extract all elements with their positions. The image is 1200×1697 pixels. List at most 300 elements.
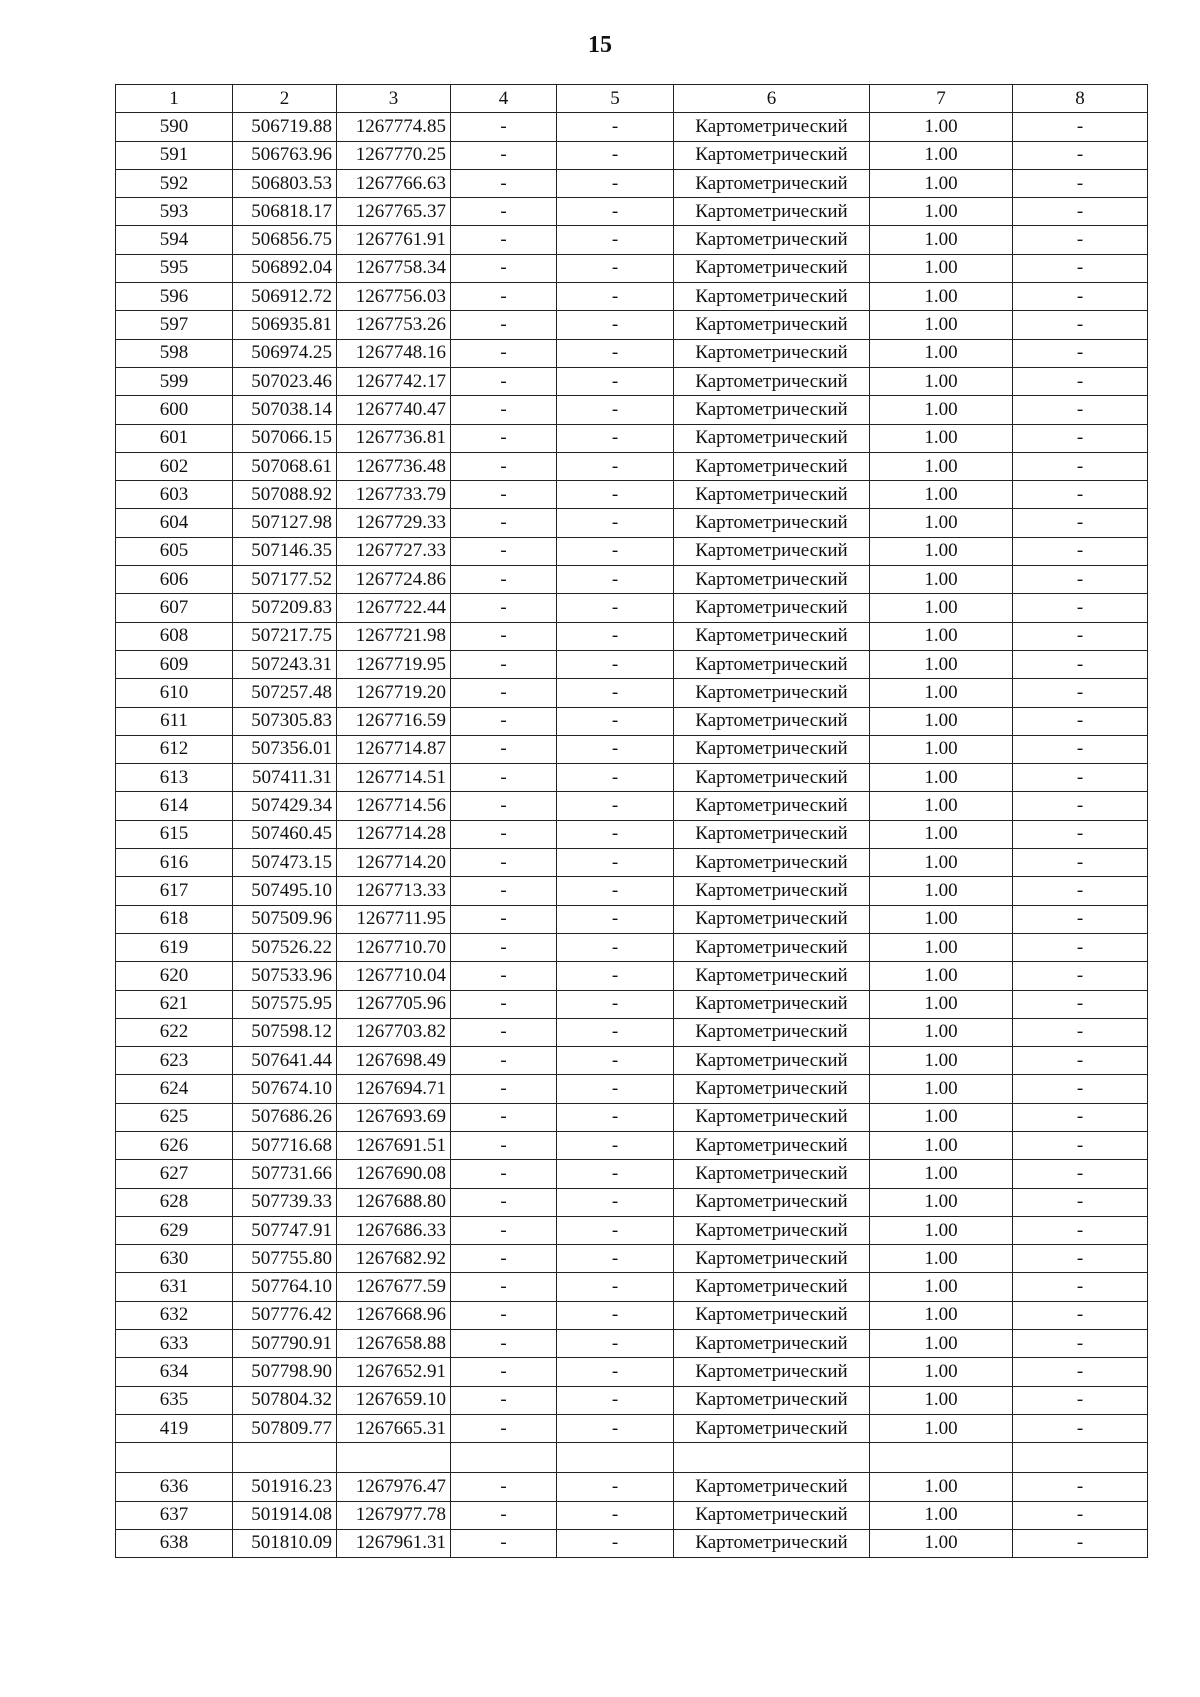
column-8-cell: - bbox=[1013, 452, 1148, 480]
table-row bbox=[116, 311, 1148, 339]
table-row bbox=[116, 905, 1148, 933]
table-row bbox=[116, 226, 1148, 254]
column-8-cell: - bbox=[1013, 396, 1148, 424]
column-4-cell: - bbox=[451, 1018, 557, 1046]
y-coordinate-cell: 1267758.34 bbox=[337, 254, 451, 282]
table-row bbox=[116, 198, 1148, 226]
column-4-cell: - bbox=[451, 1273, 557, 1301]
table-row bbox=[116, 1529, 1148, 1557]
column-5-cell: - bbox=[557, 424, 674, 452]
x-coordinate-cell: 507088.92 bbox=[233, 481, 337, 509]
column-8-cell: - bbox=[1013, 650, 1148, 678]
column-4-cell: - bbox=[451, 735, 557, 763]
table-row bbox=[116, 537, 1148, 565]
column-4-cell: - bbox=[451, 1529, 557, 1557]
column-8-cell: - bbox=[1013, 1047, 1148, 1075]
method-cell: Картометрический bbox=[674, 962, 870, 990]
accuracy-cell: 1.00 bbox=[870, 1358, 1013, 1386]
column-5-cell: - bbox=[557, 622, 674, 650]
column-5-cell: - bbox=[557, 1273, 674, 1301]
column-4-cell: - bbox=[451, 537, 557, 565]
point-number-cell: 597 bbox=[116, 311, 233, 339]
point-number-cell: 604 bbox=[116, 509, 233, 537]
table-row bbox=[116, 113, 1148, 141]
method-cell: Картометрический bbox=[674, 141, 870, 169]
y-coordinate-cell: 1267652.91 bbox=[337, 1358, 451, 1386]
y-coordinate-cell: 1267977.78 bbox=[337, 1501, 451, 1529]
table-row bbox=[116, 452, 1148, 480]
column-5-cell: - bbox=[557, 1018, 674, 1046]
accuracy-cell: 1.00 bbox=[870, 622, 1013, 650]
accuracy-cell bbox=[870, 1443, 1013, 1473]
y-coordinate-cell: 1267748.16 bbox=[337, 339, 451, 367]
accuracy-cell: 1.00 bbox=[870, 679, 1013, 707]
table-row bbox=[116, 877, 1148, 905]
table-row bbox=[116, 1273, 1148, 1301]
table-body bbox=[116, 113, 1148, 1558]
point-number-cell: 591 bbox=[116, 141, 233, 169]
method-cell: Картометрический bbox=[674, 1103, 870, 1131]
column-5-cell: - bbox=[557, 1501, 674, 1529]
column-8-cell: - bbox=[1013, 113, 1148, 141]
method-cell: Картометрический bbox=[674, 622, 870, 650]
column-5-cell: - bbox=[557, 1301, 674, 1329]
method-cell: Картометрический bbox=[674, 396, 870, 424]
column-5-cell: - bbox=[557, 169, 674, 197]
column-5-cell: - bbox=[557, 650, 674, 678]
accuracy-cell: 1.00 bbox=[870, 877, 1013, 905]
column-4-cell: - bbox=[451, 1131, 557, 1159]
column-4-cell: - bbox=[451, 254, 557, 282]
column-5-cell: - bbox=[557, 452, 674, 480]
accuracy-cell: 1.00 bbox=[870, 707, 1013, 735]
point-number-cell: 598 bbox=[116, 339, 233, 367]
x-coordinate-cell: 507575.95 bbox=[233, 990, 337, 1018]
column-8-cell: - bbox=[1013, 877, 1148, 905]
y-coordinate-cell: 1267761.91 bbox=[337, 226, 451, 254]
method-cell: Картометрический bbox=[674, 905, 870, 933]
column-8-cell: - bbox=[1013, 481, 1148, 509]
method-cell: Картометрический bbox=[674, 1075, 870, 1103]
x-coordinate-cell: 501916.23 bbox=[233, 1473, 337, 1501]
column-4-cell: - bbox=[451, 339, 557, 367]
x-coordinate-cell: 507066.15 bbox=[233, 424, 337, 452]
y-coordinate-cell: 1267976.47 bbox=[337, 1473, 451, 1501]
column-4-cell: - bbox=[451, 962, 557, 990]
column-header: 2 bbox=[233, 85, 337, 113]
column-8-cell: - bbox=[1013, 198, 1148, 226]
column-8-cell: - bbox=[1013, 1216, 1148, 1244]
column-4-cell: - bbox=[451, 1386, 557, 1414]
point-number-cell: 637 bbox=[116, 1501, 233, 1529]
table-row bbox=[116, 396, 1148, 424]
column-5-cell: - bbox=[557, 254, 674, 282]
y-coordinate-cell: 1267756.03 bbox=[337, 283, 451, 311]
column-4-cell: - bbox=[451, 1047, 557, 1075]
accuracy-cell: 1.00 bbox=[870, 566, 1013, 594]
method-cell: Картометрический bbox=[674, 764, 870, 792]
accuracy-cell: 1.00 bbox=[870, 509, 1013, 537]
x-coordinate-cell: 506818.17 bbox=[233, 198, 337, 226]
method-cell: Картометрический bbox=[674, 1386, 870, 1414]
point-number-cell: 602 bbox=[116, 452, 233, 480]
y-coordinate-cell: 1267736.81 bbox=[337, 424, 451, 452]
accuracy-cell: 1.00 bbox=[870, 1529, 1013, 1557]
point-number-cell: 593 bbox=[116, 198, 233, 226]
column-5-cell: - bbox=[557, 339, 674, 367]
y-coordinate-cell: 1267711.95 bbox=[337, 905, 451, 933]
column-5-cell: - bbox=[557, 1414, 674, 1442]
point-number-cell: 636 bbox=[116, 1473, 233, 1501]
x-coordinate-cell: 507495.10 bbox=[233, 877, 337, 905]
column-8-cell: - bbox=[1013, 1188, 1148, 1216]
table-row bbox=[116, 1103, 1148, 1131]
method-cell: Картометрический bbox=[674, 735, 870, 763]
column-5-cell: - bbox=[557, 735, 674, 763]
column-5-cell: - bbox=[557, 226, 674, 254]
column-4-cell: - bbox=[451, 1473, 557, 1501]
column-5-cell bbox=[557, 1443, 674, 1473]
y-coordinate-cell: 1267677.59 bbox=[337, 1273, 451, 1301]
column-header: 5 bbox=[557, 85, 674, 113]
y-coordinate-cell: 1267727.33 bbox=[337, 537, 451, 565]
accuracy-cell: 1.00 bbox=[870, 311, 1013, 339]
x-coordinate-cell: 507411.31 bbox=[233, 764, 337, 792]
point-number-cell: 596 bbox=[116, 283, 233, 311]
method-cell: Картометрический bbox=[674, 594, 870, 622]
point-number-cell: 592 bbox=[116, 169, 233, 197]
y-coordinate-cell: 1267665.31 bbox=[337, 1414, 451, 1442]
column-8-cell: - bbox=[1013, 1075, 1148, 1103]
column-4-cell: - bbox=[451, 820, 557, 848]
table-row bbox=[116, 1216, 1148, 1244]
point-number-cell: 628 bbox=[116, 1188, 233, 1216]
y-coordinate-cell: 1267713.33 bbox=[337, 877, 451, 905]
column-5-cell: - bbox=[557, 113, 674, 141]
table-row bbox=[116, 962, 1148, 990]
point-number-cell: 608 bbox=[116, 622, 233, 650]
accuracy-cell: 1.00 bbox=[870, 1018, 1013, 1046]
method-cell: Картометрический bbox=[674, 679, 870, 707]
x-coordinate-cell: 507023.46 bbox=[233, 367, 337, 395]
accuracy-cell: 1.00 bbox=[870, 1216, 1013, 1244]
y-coordinate-cell: 1267714.28 bbox=[337, 820, 451, 848]
point-number-cell: 627 bbox=[116, 1160, 233, 1188]
column-5-cell: - bbox=[557, 396, 674, 424]
y-coordinate-cell: 1267714.87 bbox=[337, 735, 451, 763]
x-coordinate-cell: 507429.34 bbox=[233, 792, 337, 820]
accuracy-cell: 1.00 bbox=[870, 849, 1013, 877]
method-cell: Картометрический bbox=[674, 1414, 870, 1442]
method-cell: Картометрический bbox=[674, 1501, 870, 1529]
y-coordinate-cell: 1267742.17 bbox=[337, 367, 451, 395]
column-5-cell: - bbox=[557, 1188, 674, 1216]
y-coordinate-cell: 1267714.56 bbox=[337, 792, 451, 820]
column-4-cell: - bbox=[451, 169, 557, 197]
x-coordinate-cell: 507686.26 bbox=[233, 1103, 337, 1131]
x-coordinate-cell: 507776.42 bbox=[233, 1301, 337, 1329]
x-coordinate-cell: 507509.96 bbox=[233, 905, 337, 933]
point-number-cell: 605 bbox=[116, 537, 233, 565]
x-coordinate-cell: 506763.96 bbox=[233, 141, 337, 169]
point-number-cell: 632 bbox=[116, 1301, 233, 1329]
column-8-cell: - bbox=[1013, 1160, 1148, 1188]
point-number-cell: 607 bbox=[116, 594, 233, 622]
column-8-cell: - bbox=[1013, 1473, 1148, 1501]
column-4-cell: - bbox=[451, 481, 557, 509]
x-coordinate-cell: 501810.09 bbox=[233, 1529, 337, 1557]
column-5-cell: - bbox=[557, 1386, 674, 1414]
column-5-cell: - bbox=[557, 509, 674, 537]
accuracy-cell: 1.00 bbox=[870, 820, 1013, 848]
column-5-cell: - bbox=[557, 933, 674, 961]
column-4-cell: - bbox=[451, 1301, 557, 1329]
column-5-cell: - bbox=[557, 141, 674, 169]
method-cell: Картометрический bbox=[674, 1529, 870, 1557]
table-row bbox=[116, 707, 1148, 735]
method-cell: Картометрический bbox=[674, 1188, 870, 1216]
point-number-cell: 621 bbox=[116, 990, 233, 1018]
column-4-cell: - bbox=[451, 367, 557, 395]
table-row bbox=[116, 1386, 1148, 1414]
x-coordinate-cell: 507809.77 bbox=[233, 1414, 337, 1442]
y-coordinate-cell: 1267719.95 bbox=[337, 650, 451, 678]
column-5-cell: - bbox=[557, 792, 674, 820]
table-row bbox=[116, 1473, 1148, 1501]
column-8-cell: - bbox=[1013, 1018, 1148, 1046]
column-4-cell: - bbox=[451, 679, 557, 707]
accuracy-cell: 1.00 bbox=[870, 990, 1013, 1018]
column-8-cell: - bbox=[1013, 849, 1148, 877]
accuracy-cell: 1.00 bbox=[870, 1103, 1013, 1131]
column-4-cell: - bbox=[451, 566, 557, 594]
column-5-cell: - bbox=[557, 566, 674, 594]
column-4-cell: - bbox=[451, 1216, 557, 1244]
point-number-cell: 616 bbox=[116, 849, 233, 877]
table-row bbox=[116, 481, 1148, 509]
column-4-cell: - bbox=[451, 990, 557, 1018]
x-coordinate-cell: 507209.83 bbox=[233, 594, 337, 622]
accuracy-cell: 1.00 bbox=[870, 1160, 1013, 1188]
column-4-cell: - bbox=[451, 594, 557, 622]
table-row bbox=[116, 1414, 1148, 1442]
accuracy-cell: 1.00 bbox=[870, 481, 1013, 509]
table-row bbox=[116, 1018, 1148, 1046]
table-row bbox=[116, 1358, 1148, 1386]
point-number-cell: 595 bbox=[116, 254, 233, 282]
accuracy-cell: 1.00 bbox=[870, 113, 1013, 141]
column-header: 8 bbox=[1013, 85, 1148, 113]
point-number-cell: 622 bbox=[116, 1018, 233, 1046]
accuracy-cell: 1.00 bbox=[870, 1245, 1013, 1273]
method-cell: Картометрический bbox=[674, 509, 870, 537]
table-row bbox=[116, 1245, 1148, 1273]
table-row bbox=[116, 1131, 1148, 1159]
table-row bbox=[116, 509, 1148, 537]
table-row bbox=[116, 622, 1148, 650]
column-4-cell: - bbox=[451, 311, 557, 339]
column-5-cell: - bbox=[557, 820, 674, 848]
accuracy-cell: 1.00 bbox=[870, 339, 1013, 367]
x-coordinate-cell: 507146.35 bbox=[233, 537, 337, 565]
x-coordinate-cell: 507747.91 bbox=[233, 1216, 337, 1244]
column-5-cell: - bbox=[557, 679, 674, 707]
method-cell: Картометрический bbox=[674, 1330, 870, 1358]
column-8-cell bbox=[1013, 1443, 1148, 1473]
y-coordinate-cell: 1267766.63 bbox=[337, 169, 451, 197]
column-8-cell: - bbox=[1013, 1386, 1148, 1414]
y-coordinate-cell: 1267688.80 bbox=[337, 1188, 451, 1216]
column-5-cell: - bbox=[557, 849, 674, 877]
point-number-cell: 626 bbox=[116, 1131, 233, 1159]
point-number-cell: 590 bbox=[116, 113, 233, 141]
x-coordinate-cell: 507764.10 bbox=[233, 1273, 337, 1301]
column-4-cell: - bbox=[451, 1358, 557, 1386]
accuracy-cell: 1.00 bbox=[870, 1301, 1013, 1329]
column-4-cell: - bbox=[451, 113, 557, 141]
accuracy-cell: 1.00 bbox=[870, 1075, 1013, 1103]
method-cell: Картометрический bbox=[674, 1301, 870, 1329]
point-number-cell: 620 bbox=[116, 962, 233, 990]
method-cell: Картометрический bbox=[674, 849, 870, 877]
point-number-cell: 630 bbox=[116, 1245, 233, 1273]
column-5-cell: - bbox=[557, 481, 674, 509]
column-8-cell: - bbox=[1013, 1131, 1148, 1159]
y-coordinate-cell: 1267694.71 bbox=[337, 1075, 451, 1103]
table-row bbox=[116, 679, 1148, 707]
x-coordinate-cell: 507243.31 bbox=[233, 650, 337, 678]
table-row bbox=[116, 254, 1148, 282]
accuracy-cell: 1.00 bbox=[870, 1386, 1013, 1414]
column-5-cell: - bbox=[557, 1473, 674, 1501]
method-cell: Картометрический bbox=[674, 1047, 870, 1075]
column-8-cell: - bbox=[1013, 283, 1148, 311]
point-number-cell: 617 bbox=[116, 877, 233, 905]
table-row bbox=[116, 283, 1148, 311]
table-row bbox=[116, 424, 1148, 452]
method-cell: Картометрический bbox=[674, 1018, 870, 1046]
column-8-cell: - bbox=[1013, 1358, 1148, 1386]
accuracy-cell: 1.00 bbox=[870, 226, 1013, 254]
column-8-cell: - bbox=[1013, 594, 1148, 622]
accuracy-cell: 1.00 bbox=[870, 198, 1013, 226]
method-cell: Картометрический bbox=[674, 1273, 870, 1301]
column-5-cell: - bbox=[557, 1047, 674, 1075]
column-5-cell: - bbox=[557, 594, 674, 622]
column-4-cell: - bbox=[451, 792, 557, 820]
column-5-cell: - bbox=[557, 707, 674, 735]
x-coordinate-cell: 507038.14 bbox=[233, 396, 337, 424]
x-coordinate-cell: 507217.75 bbox=[233, 622, 337, 650]
y-coordinate-cell: 1267774.85 bbox=[337, 113, 451, 141]
method-cell: Картометрический bbox=[674, 452, 870, 480]
y-coordinate-cell: 1267710.70 bbox=[337, 933, 451, 961]
table-row bbox=[116, 1501, 1148, 1529]
column-8-cell: - bbox=[1013, 1301, 1148, 1329]
point-number-cell: 629 bbox=[116, 1216, 233, 1244]
method-cell: Картометрический bbox=[674, 311, 870, 339]
column-4-cell: - bbox=[451, 424, 557, 452]
column-4-cell: - bbox=[451, 650, 557, 678]
table-row bbox=[116, 849, 1148, 877]
column-8-cell: - bbox=[1013, 1529, 1148, 1557]
x-coordinate-cell: 507526.22 bbox=[233, 933, 337, 961]
point-number-cell: 611 bbox=[116, 707, 233, 735]
point-number-cell: 624 bbox=[116, 1075, 233, 1103]
table-row bbox=[116, 990, 1148, 1018]
method-cell: Картометрический bbox=[674, 169, 870, 197]
x-coordinate-cell: 506803.53 bbox=[233, 169, 337, 197]
column-8-cell: - bbox=[1013, 1103, 1148, 1131]
table-row bbox=[116, 735, 1148, 763]
table-row bbox=[116, 1188, 1148, 1216]
point-number-cell bbox=[116, 1443, 233, 1473]
accuracy-cell: 1.00 bbox=[870, 650, 1013, 678]
column-8-cell: - bbox=[1013, 141, 1148, 169]
column-8-cell: - bbox=[1013, 537, 1148, 565]
y-coordinate-cell: 1267765.37 bbox=[337, 198, 451, 226]
column-5-cell: - bbox=[557, 283, 674, 311]
column-5-cell: - bbox=[557, 877, 674, 905]
x-coordinate-cell: 507641.44 bbox=[233, 1047, 337, 1075]
y-coordinate-cell: 1267686.33 bbox=[337, 1216, 451, 1244]
y-coordinate-cell: 1267658.88 bbox=[337, 1330, 451, 1358]
y-coordinate-cell: 1267733.79 bbox=[337, 481, 451, 509]
column-5-cell: - bbox=[557, 198, 674, 226]
table-row bbox=[116, 1075, 1148, 1103]
column-4-cell: - bbox=[451, 1103, 557, 1131]
column-4-cell: - bbox=[451, 707, 557, 735]
x-coordinate-cell: 507798.90 bbox=[233, 1358, 337, 1386]
x-coordinate-cell: 507674.10 bbox=[233, 1075, 337, 1103]
point-number-cell: 635 bbox=[116, 1386, 233, 1414]
column-4-cell: - bbox=[451, 283, 557, 311]
column-4-cell: - bbox=[451, 1245, 557, 1273]
accuracy-cell: 1.00 bbox=[870, 792, 1013, 820]
method-cell: Картометрический bbox=[674, 877, 870, 905]
accuracy-cell: 1.00 bbox=[870, 367, 1013, 395]
column-4-cell: - bbox=[451, 226, 557, 254]
y-coordinate-cell: 1267770.25 bbox=[337, 141, 451, 169]
column-5-cell: - bbox=[557, 311, 674, 339]
point-number-cell: 612 bbox=[116, 735, 233, 763]
table-row bbox=[116, 1330, 1148, 1358]
column-4-cell: - bbox=[451, 1160, 557, 1188]
column-header: 3 bbox=[337, 85, 451, 113]
column-4-cell: - bbox=[451, 396, 557, 424]
accuracy-cell: 1.00 bbox=[870, 764, 1013, 792]
point-number-cell: 633 bbox=[116, 1330, 233, 1358]
column-8-cell: - bbox=[1013, 933, 1148, 961]
method-cell: Картометрический bbox=[674, 707, 870, 735]
column-5-cell: - bbox=[557, 1216, 674, 1244]
method-cell: Картометрический bbox=[674, 481, 870, 509]
x-coordinate-cell: 506974.25 bbox=[233, 339, 337, 367]
accuracy-cell: 1.00 bbox=[870, 537, 1013, 565]
method-cell: Картометрический bbox=[674, 424, 870, 452]
x-coordinate-cell: 507473.15 bbox=[233, 849, 337, 877]
column-8-cell: - bbox=[1013, 226, 1148, 254]
accuracy-cell: 1.00 bbox=[870, 1501, 1013, 1529]
y-coordinate-cell: 1267690.08 bbox=[337, 1160, 451, 1188]
point-number-cell: 599 bbox=[116, 367, 233, 395]
column-header: 1 bbox=[116, 85, 233, 113]
column-8-cell: - bbox=[1013, 962, 1148, 990]
x-coordinate-cell: 507716.68 bbox=[233, 1131, 337, 1159]
accuracy-cell: 1.00 bbox=[870, 1131, 1013, 1159]
point-number-cell: 601 bbox=[116, 424, 233, 452]
table-row bbox=[116, 566, 1148, 594]
